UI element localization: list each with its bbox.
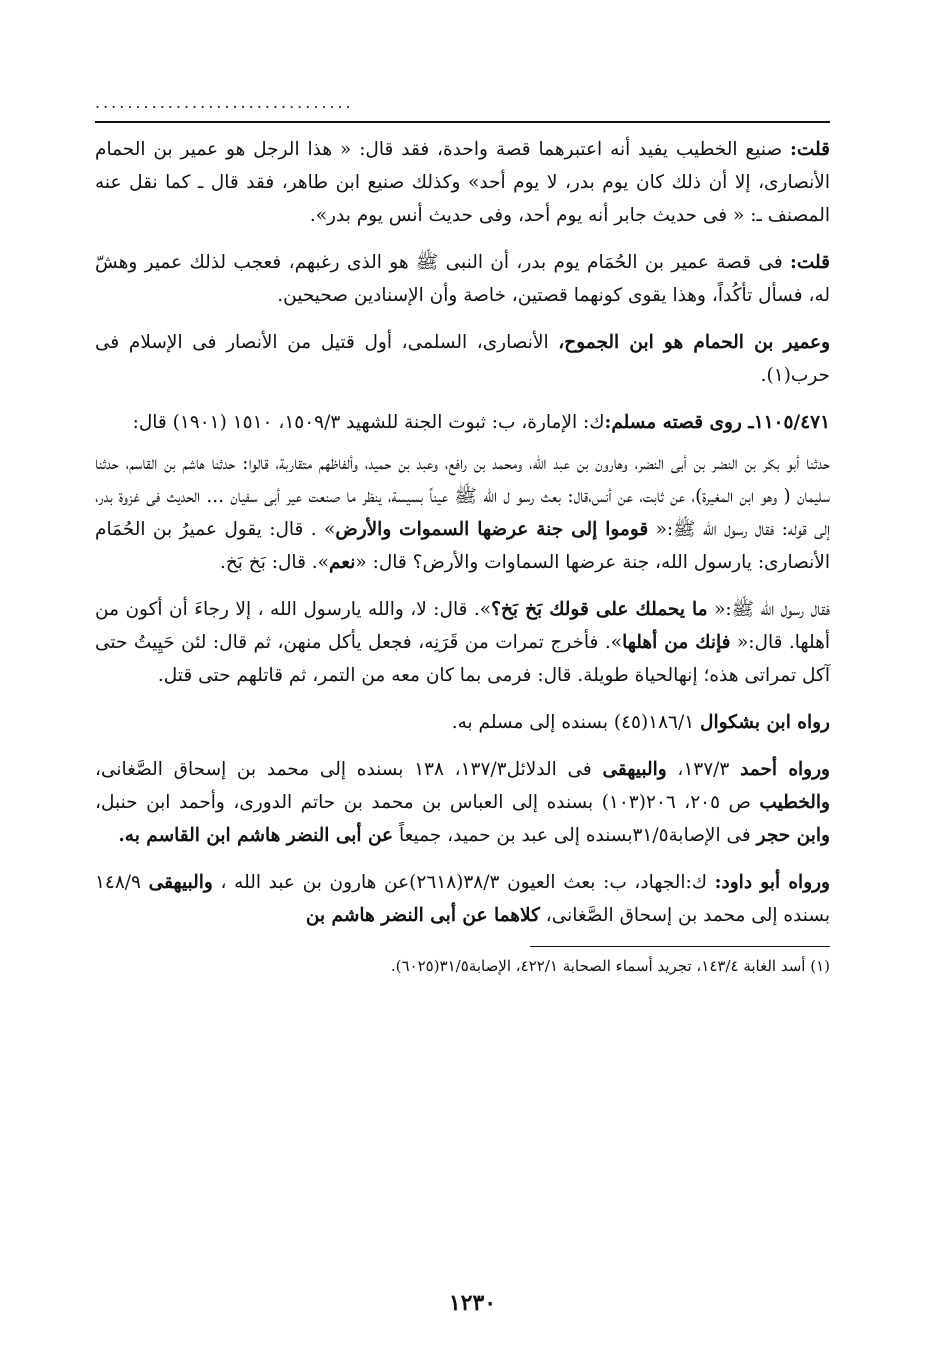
bold-segment: قلت: <box>790 139 830 160</box>
bold-segment: قلت: <box>790 252 830 273</box>
paragraph-p1 <box>95 133 830 232</box>
text-segment: ١٤٨/٩ بسنده إلى محمد بن إسحاق الصَّغانى، <box>95 872 830 926</box>
paragraph-p4 <box>95 406 830 439</box>
bold-segment: ورواه أبو داود: <box>714 872 830 893</box>
bold-segment: رواه ابن بشكوال <box>700 712 830 733</box>
page-body <box>95 95 830 979</box>
text-segment: الأنصارى، السلمى، أول قتيل من الأنصار فى الإسلام فى حرب(١). <box>95 332 830 386</box>
text-segment: ص ٢٠٥، ٢٠٦(١٠٣) بسنده إلى العباس بن محمد بن حاتم الدورى، وأحمد ابن حنبل، <box>95 792 760 813</box>
text-segment: فى الدلائل١٣٧/٣، ١٣٨ بسنده إلى محمد بن إسحاق الصَّغانى، <box>95 759 603 780</box>
bold-segment: عن أبى النضر هاشم ابن القاسم به. <box>118 825 394 846</box>
text-segment: فقال رسول الله ﷺ:« <box>707 599 831 620</box>
bold-segment: وابن حجر <box>756 825 830 846</box>
page-number: ١٢٣٠ <box>448 1290 497 1316</box>
bold-segment: ورواه أحمد <box>740 759 830 780</box>
bold-segment: والخطيب <box>759 792 830 813</box>
text-segment: فى الإصابة٣١/٥بسنده إلى عبد بن حميد، جميعاً <box>393 825 757 846</box>
text-segment: فى قصة عمير بن الحُمَام يوم بدر، أن النبى ﷺ هو الذى رغبهم، فعجب لذلك عمير وهشّ له، فسأل تأكُداً، وهذا يقوى كونهما قصتين، خاصة وأن الإسنادين صحيحين. <box>95 252 830 306</box>
paragraph-p2 <box>95 246 830 312</box>
text-segment: ك: الإمارة، ب: ثبوت الجنة للشهيد ١٥٠٩/٣، ١٥١٠ (١٩٠١) قال: <box>132 412 605 433</box>
bold-segment: كلاهما عن أبى النضر هاشم بن <box>305 905 540 926</box>
text-segment: صنيع الخطيب يفيد أنه اعتبرهما قصة واحدة، فقد قال: « هذا الرجل هو عمير بن الحمام الأنصارى، إلا أن ذلك كان يوم بدر، لا يوم أحد» وكذلك صنيع ابن طاهر، فقد قال ـ كما نقل عنه المصنف ـ: « فى حديث جابر أنه يوم أحد، وفى حديث أنس يوم بدر». <box>95 139 830 226</box>
paragraph-p3 <box>95 326 830 392</box>
bold-segment: ١١٠٥/٤٧١ـ روى قصته مسلم: <box>604 412 830 433</box>
text-segment: ». قال: لا، والله يارسول الله ، إلا رجاءَ أن أكون من أهلها. قال:« <box>95 599 830 653</box>
text-segment: ١٨٦/١(٤٥) بسنده إلى مسلم به. <box>451 712 701 733</box>
paragraph-p6 <box>95 593 830 692</box>
paragraph-p7 <box>95 706 830 739</box>
bold-segment: والبيهقى <box>148 872 213 893</box>
paragraph-p8 <box>95 753 830 852</box>
text-segment: ك:الجهاد، ب: بعث العيون ٣٨/٣(٢٦١٨)عن هارون بن عبد الله ، <box>212 872 715 893</box>
footnote-rule <box>530 946 830 947</box>
text-segment: » . قال: يقول عميرُ بن الحُمَام الأنصارى: يارسول الله، جنة عرضها السماوات والأرض؟ قال: « <box>95 519 830 573</box>
paragraph-p9 <box>95 866 830 932</box>
text-segment: حدثنا أبو بكر بن النضر بن أبى النضر، وهارون بن عبد الله، ومحمد بن رافع، وعبد بن حميد، وألفاظهم متقاربة، قالوا: حدثنا هاشم بن القاسم، حدثنا سليمان ( وهو ابن المغيرة)، عن ثابت، عن أنس،قال: بعث رسو ل الله ﷺ عيناً بسيسة، ينظر ما صنعت عير أبى سفيان ... الحديث فى غزوة بدر، إلى قوله: فقال رسول الله ﷺ:« <box>95 453 831 540</box>
text-segment: ». قال: بَخ بَخ. <box>219 552 329 573</box>
footnote: (١) أسد الغابة ١٤٣/٤، تجريد أسماء الصحابة ٤٢٢/١، الإصابة٣١/٥(٦٠٢٥). <box>390 957 830 975</box>
text-body <box>95 133 830 932</box>
bold-segment: ما يحملك على قولك بَخ بَخ؟ <box>491 599 708 620</box>
bold-segment: نعم <box>329 552 356 573</box>
header-rule <box>95 121 830 123</box>
text-segment: ١٣٧/٣، <box>666 759 741 780</box>
bold-segment: والبيهقى <box>602 759 667 780</box>
bold-segment: فإنك من أهلها <box>622 632 731 653</box>
bold-segment: قوموا إلى جنة عرضها السموات والأرض <box>335 519 649 540</box>
text-segment: ». فأخرج تمرات من قَرَنِه، فجعل يأكل منهن، ثم قال: لئن حَيِيتُ حتى آكل تمراتى هذه؛ إنهالحياة طويلة. قال: فرمى بما كان معه من التمر، ثم قاتلهم حتى قتل. <box>95 632 830 686</box>
header-dots: ................................ <box>95 95 354 112</box>
bold-segment: وعمير بن الحمام هو ابن الجموح، <box>558 332 831 353</box>
paragraph-p5 <box>95 447 830 579</box>
